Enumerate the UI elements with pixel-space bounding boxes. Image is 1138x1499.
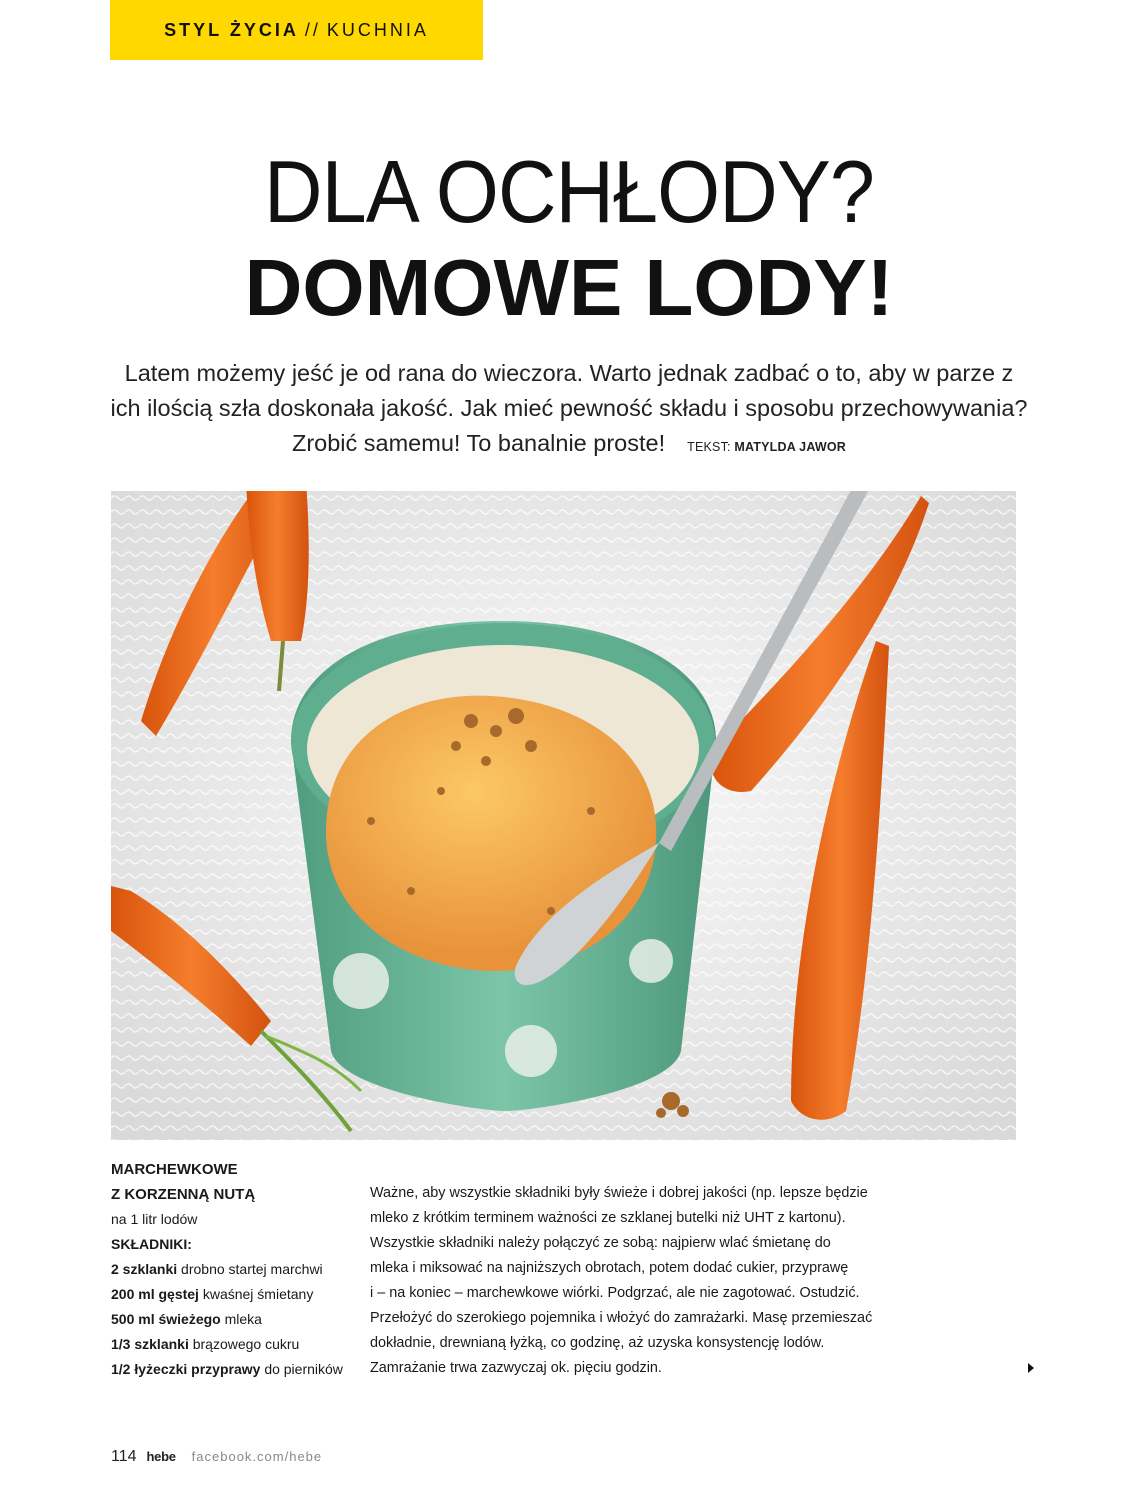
byline-author: MATYLDA JAWOR bbox=[734, 440, 847, 454]
method-line: i – na koniec – marchewkowe wiórki. Podgrzać, ale nie zagotować. Ostudzić. bbox=[370, 1285, 860, 1301]
section-tab bbox=[110, 0, 483, 60]
method-line: Wszystkie składniki należy połączyć ze sobą: najpierw wlać śmietanę do bbox=[370, 1235, 831, 1251]
recipe-method bbox=[370, 1181, 900, 1381]
brand-logo: hebe bbox=[146, 1449, 176, 1464]
ingredient-item bbox=[111, 1332, 361, 1357]
ingredient-qty: 500 ml świeżego bbox=[111, 1311, 221, 1327]
ingredient-name: kwaśnej śmietany bbox=[202, 1286, 314, 1302]
title-line-2: DOMOWE LODY! bbox=[244, 243, 894, 332]
social-link: facebook.com/hebe bbox=[191, 1449, 323, 1464]
page-number: 114 bbox=[111, 1448, 137, 1465]
byline bbox=[687, 440, 846, 454]
ingredient-qty: 1/2 łyżeczki przyprawy bbox=[111, 1361, 261, 1377]
ice-cream-photo bbox=[111, 491, 1016, 1140]
method-line: mleka i miksować na najniższych obrotach, potem dodać cukier, przyprawę bbox=[370, 1260, 849, 1276]
recipe-title-2: Z KORZENNĄ NUTĄ bbox=[111, 1186, 256, 1203]
ingredient-item bbox=[111, 1357, 361, 1382]
section-label: STYL ŻYCIA bbox=[164, 19, 299, 40]
title-line-1: DLA OCHŁODY? bbox=[264, 142, 874, 241]
byline-label: TEKST: bbox=[687, 440, 731, 454]
method-line: Przełożyć do szerokiego pojemnika i włożyć do zamrażarki. Masę przemieszać bbox=[370, 1310, 873, 1326]
ingredient-item bbox=[111, 1257, 361, 1282]
recipe-yield: na 1 litr lodów bbox=[111, 1211, 198, 1227]
subsection-label: KUCHNIA bbox=[326, 19, 429, 40]
lead-text: Latem możemy jeść je od rana do wieczora. Warto jednak zadbać o to, aby w parze z ich ilością szła doskonała jakość. Jak mieć pewność składu i sposobu przechowywania? Zrobić samemu! To banalnie proste! bbox=[110, 360, 1028, 456]
ingredient-name: brązowego cukru bbox=[192, 1336, 300, 1352]
method-line: mleko z krótkim terminem ważności ze szklanej butelki niż UHT z kartonu). bbox=[370, 1210, 846, 1226]
lead-paragraph bbox=[110, 356, 1028, 465]
section-separator: // bbox=[304, 19, 321, 40]
recipe-ingredients bbox=[111, 1157, 361, 1382]
photo-illustration bbox=[111, 491, 1016, 1140]
ingredient-qty: 1/3 szklanki bbox=[111, 1336, 189, 1352]
ingredient-item bbox=[111, 1282, 361, 1307]
ingredient-qty: 2 szklanki bbox=[111, 1261, 178, 1277]
ingredient-name: mleka bbox=[224, 1311, 262, 1327]
method-line: Zamrażanie trwa zazwyczaj ok. pięciu godzin. bbox=[370, 1360, 662, 1376]
next-page-arrow-icon bbox=[1028, 1363, 1034, 1373]
ingredient-name: do pierników bbox=[264, 1361, 343, 1377]
ingredient-item bbox=[111, 1307, 361, 1332]
method-line: dokładnie, drewnianą łyżką, co godzinę, aż uzyska konsystencję lodów. bbox=[370, 1335, 825, 1351]
method-line: Ważne, aby wszystkie składniki były świeże i dobrej jakości (np. lepsze będzie bbox=[370, 1185, 868, 1201]
ice-cream-scoop bbox=[326, 696, 656, 971]
page-footer bbox=[111, 1448, 322, 1470]
ingredient-qty: 200 ml gęstej bbox=[111, 1286, 199, 1302]
ingredient-name: drobno startej marchwi bbox=[181, 1261, 323, 1277]
ingredients-heading-text: SKŁADNIKI: bbox=[111, 1236, 192, 1252]
recipe-title-1: MARCHEWKOWE bbox=[111, 1161, 238, 1178]
ingredients-heading bbox=[111, 1232, 361, 1257]
